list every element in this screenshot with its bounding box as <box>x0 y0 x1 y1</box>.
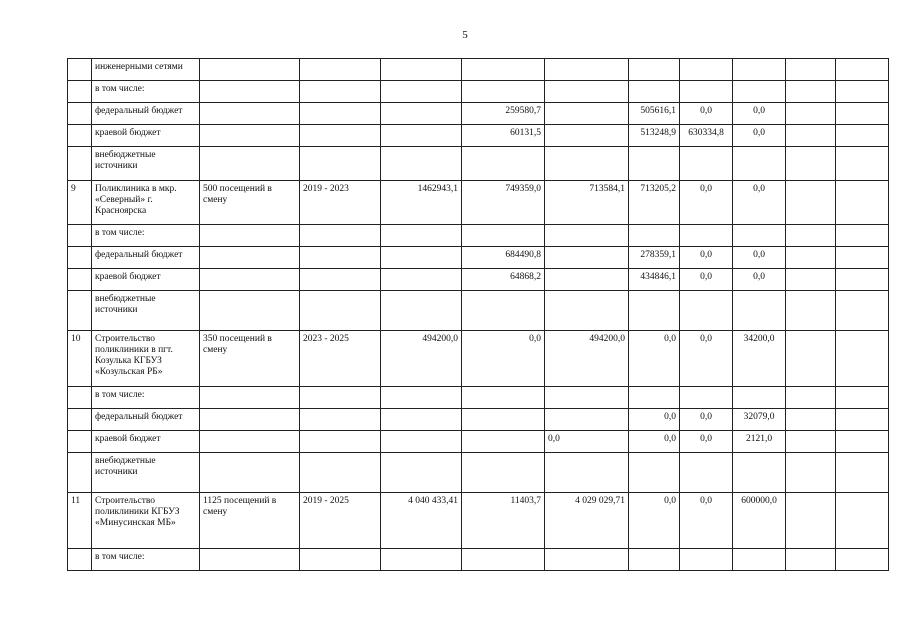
table-cell: 600000,0 <box>733 493 786 549</box>
table-cell <box>680 291 733 331</box>
table-cell <box>200 59 300 81</box>
table-cell <box>200 409 300 431</box>
table-row <box>68 549 889 571</box>
table-cell: 2019 - 2023 <box>300 181 381 225</box>
table-cell: 500 посещений в смену <box>200 181 300 225</box>
table-cell: 2019 - 2025 <box>300 493 381 549</box>
table-row <box>68 387 889 409</box>
table-cell <box>381 269 462 291</box>
table-cell: 2023 - 2025 <box>300 331 381 387</box>
table-cell <box>300 225 381 247</box>
table-cell <box>836 269 889 291</box>
table-cell: 713205,2 <box>629 181 680 225</box>
table-cell <box>68 225 92 247</box>
table-cell <box>733 147 786 181</box>
table-cell: 0,0 <box>545 431 629 453</box>
table-cell <box>629 453 680 493</box>
table-cell <box>786 387 836 409</box>
table-cell: 34200,0 <box>733 331 786 387</box>
table-cell <box>680 225 733 247</box>
table-cell <box>786 81 836 103</box>
table-cell <box>381 247 462 269</box>
table-cell: 513248,9 <box>629 125 680 147</box>
table-cell <box>836 59 889 81</box>
table-cell: федеральный бюджет <box>92 103 200 125</box>
table-cell: федеральный бюджет <box>92 247 200 269</box>
table-row <box>68 181 889 225</box>
table-cell <box>462 549 545 571</box>
table-row <box>68 493 889 549</box>
table-row <box>68 409 889 431</box>
table-cell <box>300 147 381 181</box>
table-cell: внебюджетные источники <box>92 453 200 493</box>
table-cell <box>462 225 545 247</box>
table-cell <box>786 181 836 225</box>
table-cell <box>680 81 733 103</box>
table-cell: 0,0 <box>462 331 545 387</box>
table-cell <box>200 387 300 409</box>
table-cell <box>68 59 92 81</box>
table-cell <box>629 147 680 181</box>
table-cell: 2121,0 <box>733 431 786 453</box>
table-cell <box>629 81 680 103</box>
table-cell: 1462943,1 <box>381 181 462 225</box>
table-cell <box>545 103 629 125</box>
table-cell <box>462 59 545 81</box>
table-cell <box>300 81 381 103</box>
table-cell <box>545 59 629 81</box>
table-cell <box>836 493 889 549</box>
table-cell <box>836 147 889 181</box>
table-cell <box>68 247 92 269</box>
table-cell: 494200,0 <box>545 331 629 387</box>
table-cell: в том числе: <box>92 549 200 571</box>
table-cell: 0,0 <box>680 409 733 431</box>
table-cell <box>462 291 545 331</box>
table-cell <box>629 291 680 331</box>
table-cell: 0,0 <box>680 431 733 453</box>
table-cell: 32079,0 <box>733 409 786 431</box>
table-cell <box>680 387 733 409</box>
table-cell: внебюджетные источники <box>92 291 200 331</box>
table-cell <box>300 247 381 269</box>
table-cell: 0,0 <box>680 103 733 125</box>
table-cell <box>786 103 836 125</box>
table-cell <box>381 125 462 147</box>
table-cell <box>680 549 733 571</box>
table-cell <box>462 453 545 493</box>
table-cell: 630334,8 <box>680 125 733 147</box>
table-cell <box>786 247 836 269</box>
table-cell <box>545 81 629 103</box>
table-cell: 60131,5 <box>462 125 545 147</box>
table-cell: 713584,1 <box>545 181 629 225</box>
table-cell <box>786 331 836 387</box>
table-cell <box>200 269 300 291</box>
table-cell <box>733 59 786 81</box>
table-cell <box>836 225 889 247</box>
table-cell: федеральный бюджет <box>92 409 200 431</box>
table-row <box>68 331 889 387</box>
table-cell: 0,0 <box>629 431 680 453</box>
table-cell <box>381 291 462 331</box>
table-cell <box>68 549 92 571</box>
table-cell <box>381 453 462 493</box>
table-cell <box>200 147 300 181</box>
table-cell: 0,0 <box>733 103 786 125</box>
table-cell <box>545 549 629 571</box>
table-cell <box>381 59 462 81</box>
table-cell <box>200 225 300 247</box>
table-cell <box>300 291 381 331</box>
table-cell: 0,0 <box>680 493 733 549</box>
table-cell <box>300 59 381 81</box>
table-cell <box>200 291 300 331</box>
table-cell: 350 посещений в смену <box>200 331 300 387</box>
table-cell: 0,0 <box>680 247 733 269</box>
table-cell <box>733 453 786 493</box>
table-cell <box>836 453 889 493</box>
table-cell: внебюджетные источники <box>92 147 200 181</box>
table-row <box>68 103 889 125</box>
table-cell <box>733 549 786 571</box>
table-cell <box>786 549 836 571</box>
table-cell: 11 <box>68 493 92 549</box>
table-cell <box>629 549 680 571</box>
table-cell <box>462 387 545 409</box>
table-cell <box>786 147 836 181</box>
table-row <box>68 125 889 147</box>
table-cell <box>836 247 889 269</box>
table-cell <box>68 291 92 331</box>
table-cell: 0,0 <box>680 181 733 225</box>
table-cell <box>200 103 300 125</box>
table-cell: краевой бюджет <box>92 269 200 291</box>
table-cell: 0,0 <box>680 331 733 387</box>
table-cell <box>200 549 300 571</box>
table-cell <box>300 387 381 409</box>
table-cell <box>836 81 889 103</box>
table-cell: 494200,0 <box>381 331 462 387</box>
table-cell: 1125 посещений в смену <box>200 493 300 549</box>
table-row <box>68 453 889 493</box>
table-cell <box>545 147 629 181</box>
table-cell <box>680 147 733 181</box>
table-row <box>68 431 889 453</box>
table-cell <box>381 387 462 409</box>
table-row <box>68 247 889 269</box>
table-cell <box>836 409 889 431</box>
table-cell: 0,0 <box>629 493 680 549</box>
page-number: 5 <box>462 29 468 41</box>
table-cell: в том числе: <box>92 387 200 409</box>
table-cell <box>300 125 381 147</box>
table-cell: 434846,1 <box>629 269 680 291</box>
table-cell: 684490,8 <box>462 247 545 269</box>
table-cell: 64868,2 <box>462 269 545 291</box>
table-row <box>68 225 889 247</box>
table-cell <box>68 125 92 147</box>
table-cell: 10 <box>68 331 92 387</box>
table-cell: Поликлиника в мкр. «Северный» г. Красноярска <box>92 181 200 225</box>
table-cell: Строительство поликлиники КГБУЗ «Минусинская МБ» <box>92 493 200 549</box>
table-cell: в том числе: <box>92 225 200 247</box>
table-cell <box>68 81 92 103</box>
table-cell <box>300 103 381 125</box>
table-cell <box>836 331 889 387</box>
table-cell <box>545 247 629 269</box>
table-cell <box>733 81 786 103</box>
table-cell <box>68 431 92 453</box>
table-cell <box>786 269 836 291</box>
table-cell: 11403,7 <box>462 493 545 549</box>
table-cell <box>733 387 786 409</box>
table-row <box>68 147 889 181</box>
table-cell <box>200 453 300 493</box>
table-cell: 0,0 <box>680 269 733 291</box>
table-cell <box>545 387 629 409</box>
table-cell: 0,0 <box>629 409 680 431</box>
table-cell: 0,0 <box>733 181 786 225</box>
table-cell <box>786 125 836 147</box>
table-cell <box>300 431 381 453</box>
table-cell <box>462 81 545 103</box>
table-cell <box>786 225 836 247</box>
table-cell: 749359,0 <box>462 181 545 225</box>
table-cell <box>836 549 889 571</box>
table-cell <box>381 81 462 103</box>
table-cell <box>786 431 836 453</box>
table-cell: 4 040 433,41 <box>381 493 462 549</box>
table-cell <box>836 291 889 331</box>
table-cell <box>381 225 462 247</box>
table-cell <box>786 453 836 493</box>
table-cell <box>786 409 836 431</box>
table-cell: 0,0 <box>629 331 680 387</box>
table-cell <box>786 59 836 81</box>
table-cell: 9 <box>68 181 92 225</box>
budget-table <box>67 58 889 571</box>
table-cell <box>545 291 629 331</box>
table-cell <box>545 453 629 493</box>
table-cell <box>680 453 733 493</box>
table-cell <box>300 409 381 431</box>
table-cell: 505616,1 <box>629 103 680 125</box>
table-cell <box>462 409 545 431</box>
table-row <box>68 81 889 103</box>
table-cell <box>300 453 381 493</box>
table-cell <box>786 493 836 549</box>
table-cell <box>545 269 629 291</box>
table-cell: Строительство поликлиники в пгт. Козулька КГБУЗ «Козульская РБ» <box>92 331 200 387</box>
table-cell <box>629 59 680 81</box>
table-cell <box>68 409 92 431</box>
table-cell: краевой бюджет <box>92 125 200 147</box>
table-cell: краевой бюджет <box>92 431 200 453</box>
table-row <box>68 291 889 331</box>
table-row <box>68 269 889 291</box>
table-cell <box>836 387 889 409</box>
table-cell <box>545 125 629 147</box>
table-cell <box>381 103 462 125</box>
table-cell <box>300 269 381 291</box>
table-cell <box>733 291 786 331</box>
table-cell <box>545 409 629 431</box>
table-cell <box>629 225 680 247</box>
table-cell <box>786 291 836 331</box>
table-cell <box>200 125 300 147</box>
table-cell <box>68 387 92 409</box>
table-cell <box>462 147 545 181</box>
table-cell: 278359,1 <box>629 247 680 269</box>
table-cell <box>68 269 92 291</box>
table-cell: 4 029 029,71 <box>545 493 629 549</box>
table-cell <box>733 225 786 247</box>
table-cell <box>381 549 462 571</box>
table-cell <box>381 431 462 453</box>
table-cell <box>680 59 733 81</box>
table-cell <box>68 147 92 181</box>
table-cell <box>200 81 300 103</box>
table-cell <box>836 181 889 225</box>
table-cell: 0,0 <box>733 269 786 291</box>
table-cell <box>629 387 680 409</box>
table-cell <box>545 225 629 247</box>
table-cell <box>68 103 92 125</box>
table-cell <box>836 125 889 147</box>
table-row <box>68 59 889 81</box>
table-cell <box>836 431 889 453</box>
table-cell <box>462 431 545 453</box>
table-cell <box>300 549 381 571</box>
table-cell <box>836 103 889 125</box>
table-cell <box>200 431 300 453</box>
table-cell: 259580,7 <box>462 103 545 125</box>
table-cell <box>381 147 462 181</box>
table-cell: инженерными сетями <box>92 59 200 81</box>
table-cell <box>381 409 462 431</box>
table-cell <box>200 247 300 269</box>
table-cell: в том числе: <box>92 81 200 103</box>
table-cell: 0,0 <box>733 247 786 269</box>
table-cell <box>68 453 92 493</box>
table-cell: 0,0 <box>733 125 786 147</box>
